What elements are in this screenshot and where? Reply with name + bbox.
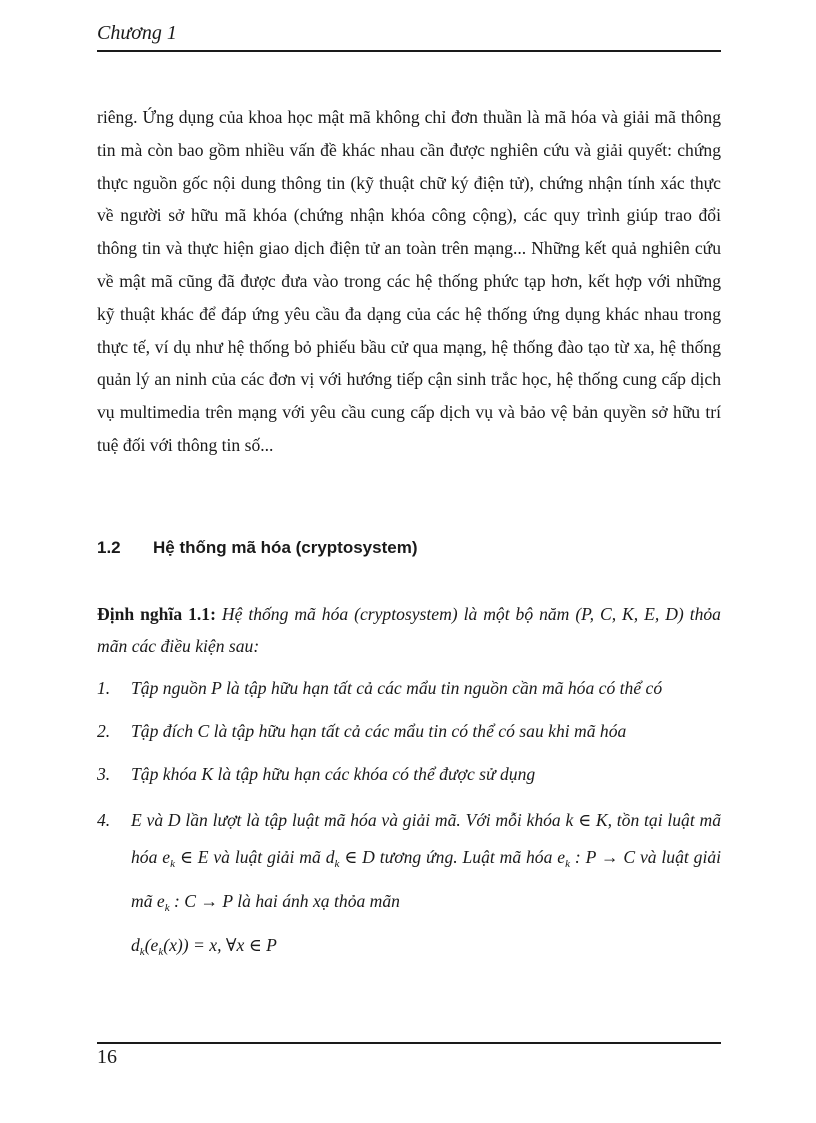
math-e: e: [557, 847, 566, 867]
header-divider: [97, 50, 721, 52]
list-item-text: Tập đích C là tập hữu hạn tất cả các mẩu tin có thể có sau khi mã hóa: [131, 721, 627, 741]
math-map-C-to-P: : C → P: [174, 891, 233, 911]
math-encrypt-map: [557, 847, 636, 870]
math-subscript: k: [170, 858, 175, 870]
section-heading: [97, 538, 418, 558]
math-subscript: k: [565, 858, 570, 870]
math-d: d: [131, 935, 140, 955]
math-subscript: k: [158, 946, 164, 958]
body-paragraph: riêng. Ứng dụng của khoa học mật mã không chỉ đơn thuần là mã hóa và giải mã thông tin mà còn bao gồm nhiều vấn đề khác nhau cần được nghiên cứu và giải quyết: chứng thực nguồn gốc nội dung thông tin (kỹ thuật chữ ký điện tử), chứng nhận tính xác thực về người sở hữu mã khóa (chứng nhận khóa công cộng), các quy trình giúp trao đổi thông tin và thực hiện giao dịch điện tử an toàn trên mạng... Những kết quả nghiên cứu về mật mã cũng đã được đưa vào trong các hệ thống phức tạp hơn, kết hợp với những kỹ thuật khác để đáp ứng yêu cầu đa dạng của các hệ thống ứng dụng khác nhau trong thực tế, ví dụ như hệ thống bỏ phiếu bầu cử qua mạng, hệ thống đào tạo từ xa, hệ thống quản lý an ninh của các đơn vị với hướng tiếp cận sinh trắc học, hệ thống cung cấp dịch vụ multimedia trên mạng với yêu cầu cung cấp dịch vụ và bảo vệ bản quyền sở hữu trí tuệ đối với thông tin số...: [97, 107, 721, 455]
definition-text: Hệ thống mã hóa (cryptosystem) là một bộ năm (P, C, K, E, D) thỏa mãn các điều kiện sau:: [97, 604, 721, 656]
definition-block: [97, 598, 721, 662]
math-e: e: [162, 847, 171, 867]
math-decrypt-map: [156, 891, 233, 914]
chapter-header: Chương 1: [97, 22, 177, 44]
page-number: 16: [97, 1046, 117, 1068]
math-k-in-K: k ∈ K: [565, 810, 608, 830]
math-in-E: ∈ E: [179, 847, 209, 867]
section-number: 1.2: [97, 538, 121, 557]
math-map-P-to-C: : P → C: [574, 847, 636, 867]
math-in-D: ∈ D: [344, 847, 375, 867]
list-item-number: 4.: [97, 810, 111, 830]
list-item-text: [131, 802, 721, 971]
list-item: [97, 713, 721, 749]
math-composition: [131, 935, 277, 958]
list-item: [97, 756, 721, 792]
math-dk-in-D: [325, 847, 375, 870]
definition-term: Định nghĩa 1.1:: [97, 604, 216, 624]
math-subscript: k: [164, 902, 170, 914]
footer-divider: [97, 1042, 721, 1044]
math-subscript: k: [334, 858, 340, 870]
list-item-text: Tập nguồn P là tập hữu hạn tất cả các mẩu tin nguồn cần mã hóa có thể có: [131, 678, 663, 698]
math-d: d: [325, 847, 335, 867]
math-e: e: [156, 891, 165, 911]
section-title: Hệ thống mã hóa (cryptosystem): [153, 538, 418, 557]
list-item: [97, 802, 721, 971]
item4-text-3: và luật giải mã: [213, 847, 321, 867]
math-subscript: k: [139, 946, 145, 958]
list-item-number: 1.: [97, 678, 111, 698]
item4-text-4: tương ứng. Luật mã hóa: [379, 847, 553, 867]
item4-text-5: và luật giải mã: [131, 847, 722, 911]
item4-text-1: E và D lần lượt là tập luật mã hóa và giải mã. Với mỗi khóa: [131, 810, 561, 830]
math-comp-open: (e: [144, 935, 159, 955]
item4-text-6: là hai ánh xạ thỏa mãn: [237, 891, 400, 911]
item4-text-2: , tồn tại luật mã hóa: [131, 810, 722, 867]
list-item-number: 2.: [97, 721, 111, 741]
list-item-number: 3.: [97, 764, 111, 784]
list-item-text: Tập khóa K là tập hữu hạn các khóa có thể được sử dụng: [131, 764, 536, 784]
math-ek-in-E: [162, 847, 209, 870]
math-comp-close: (x)) = x, ∀x ∈ P: [163, 935, 277, 955]
list-item: [97, 670, 721, 706]
